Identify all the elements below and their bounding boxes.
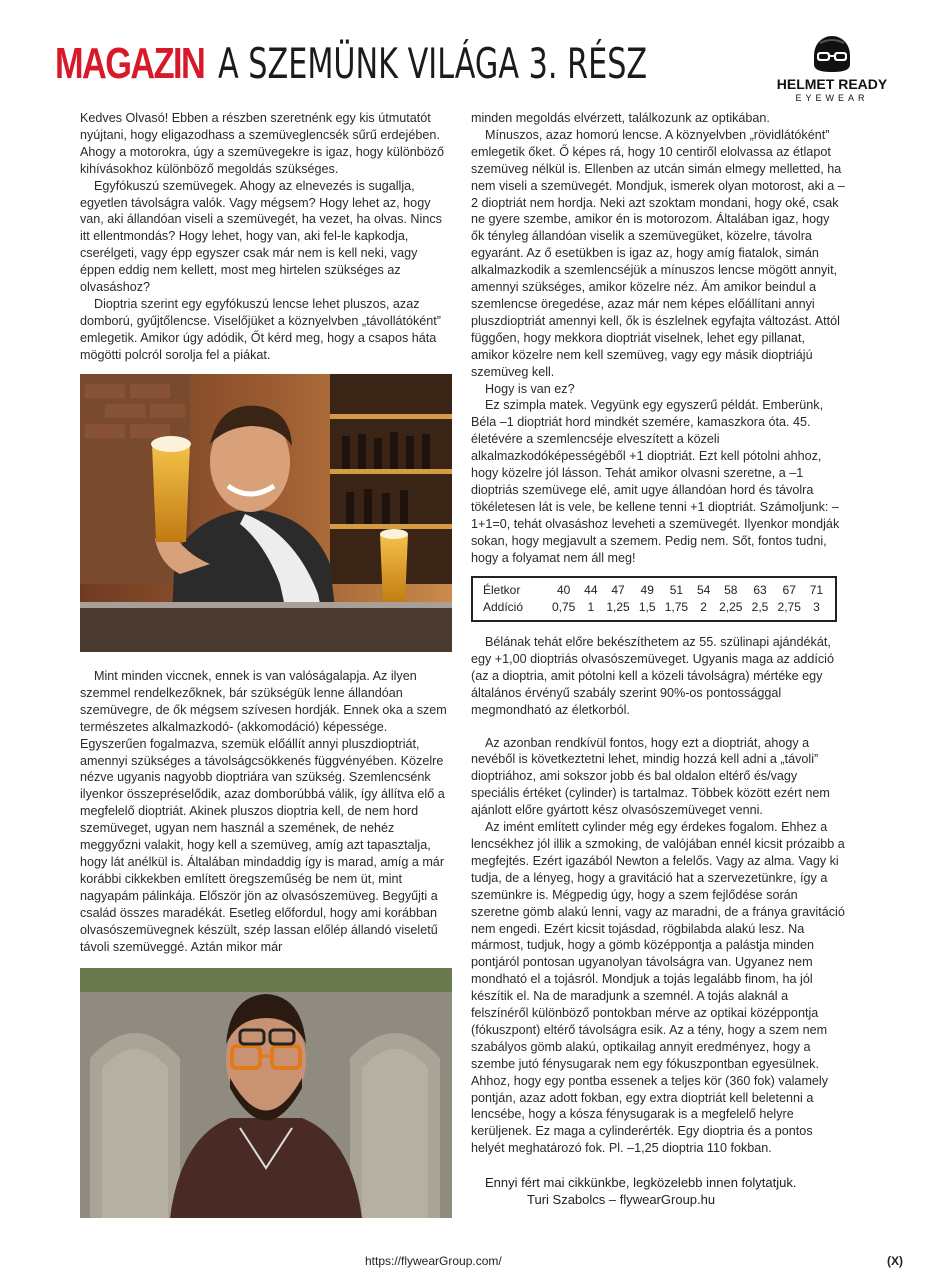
table-cell: 2 bbox=[700, 600, 707, 614]
table-cell: 1 bbox=[587, 600, 595, 614]
page-title: A SZEMÜNK VILÁGA 3. RÉSZ bbox=[218, 39, 648, 88]
table-cell: 44 bbox=[584, 583, 598, 597]
table-cell: 51 bbox=[669, 583, 684, 597]
table-cell: 2,25 bbox=[719, 600, 743, 614]
table-cell: 2,75 bbox=[777, 600, 801, 614]
table-cell: 58 bbox=[724, 583, 738, 597]
table-cell: 1,25 bbox=[606, 600, 630, 614]
table-cell: 0,75 bbox=[551, 600, 576, 614]
closing-block bbox=[485, 1174, 845, 1208]
table-cell: 54 bbox=[696, 583, 711, 597]
paragraph: Hogy is van ez? bbox=[485, 381, 575, 396]
paragraph: Mint minden viccnek, ennek is van valóságalapja. Az ilyen szemmel rendelkezőknek, bár szükségük lenne állandóan szemüvegre, de ők mégsem szívesen hordják. Ennek oka a szem természetes alkalmazkodó- (akkomodáció) képessége. Egyszerűen fogalmazva, szemük előállít annyi pluszdioptriát, amennyi szükséges a távolságcsökkenés függvényében. Közelre nézve ugyanis nagyobb dioptriára van szükség. Szemlencsénk ilyenkor összepréselődik, azaz domborúbbá válik, így állítva elő a megfelelő dioptriát. Akinek pluszos dioptria kell, de nem hord szemüveget, ugyan nem használ a szemének, de nehéz meggyőzni valakit, hogy kell a szemüveg, amíg azt tapasztalja, hogy lát anélkül is. Általában mindaddig így is marad, amíg a már korábbi cikkekben említett öregszeműség be nem üt, mint nagyapám pálinkája. Először jön az olvasószemüveg. Begyűjti a család összes maradékát. Esetleg előfordul, hogy ami korábban olvasószemüvegnek készült, szép lassan előlép állandó viseletű távoli szemüveggé. Aztán mikor már bbox=[80, 669, 447, 954]
paragraph: Dioptria szerint egy egyfókuszú lencse lehet pluszos, azaz domború, gyűjtőlencse. Viselőjüket a köznyelvben „távollátóként” emlegetik. Amikor úgy adódik, Őt kérd meg, hogy a csapos háta mögötti polcról sorolja fel a piákat. bbox=[80, 296, 441, 362]
page-header bbox=[55, 36, 814, 86]
left-column-intro bbox=[80, 110, 454, 364]
table-cell: 1,5 bbox=[638, 600, 656, 614]
paragraph: Kedves Olvasó! Ebben a részben szeretnénk egy kis útmutatót nyújtani, hogy eligazodhass a szemüveglencsék sűrű erdejében. Ahogy a motorokra, úgy a szemüvegekre is igaz, hogy különböző kihívásokhoz különböző megoldás szükséges. bbox=[80, 111, 445, 176]
paragraph: Bélának tehát előre bekészíthetem az 55. szülinapi ajándékát, egy +1,00 dioptriás olvasószemüveget. Ugyanis maga az addíció (az a dioptria, amit pótolni kell a közeli távolságra) mértéke egy általános érvényű szabály szerint 90%-os pontossággal megmondható az életkorból. bbox=[471, 635, 834, 717]
page-number: (X) bbox=[887, 1254, 903, 1268]
paragraph: minden megoldás elvérzett, találkozunk az optikában. bbox=[471, 111, 770, 125]
table-cell: 63 bbox=[753, 583, 767, 597]
paragraph: Ez szimpla matek. Vegyünk egy egyszerű példát. Emberünk, Béla –1 dioptriát hord mindkét szemére, kamaszkora óta. 45. életévére a szemlencséje elveszített a közeli alkalmazkodóképességéből +1 dioptriát. Ezt kell pótolni ahhoz, hogy közelre jól lásson. Tehát amikor olvasni szeretne, a –1 dioptriás szemüvege elé, amit ugye állandóan hord és távolra tökéletesen lát is vele, be kellene tenni +1 dioptriát. Számoljunk: –1+1=0, tehát olvasáshoz leveheti a szemüvegét. Ilyenkor mondják sokan, hogy megjavult a szemem. Pedig nem. Sőt, fontos tudni, hogy a folyamat nem áll meg! bbox=[471, 398, 840, 565]
addition-table bbox=[471, 576, 837, 622]
paragraph: Az imént említett cylinder még egy érdekes fogalom. Ehhez a lencsékhez jól illik a szmoking, de valójában ennél kicsit prózaibb a megfejtés. Ezért igazából Newton a felelős. Vagy az alma. Vagy ki tudja, de a lényeg, hogy a gravitáció hat a szervezetünkre, így a szemünkre is. Mégpedig úgy, hogy a szem fejlődése során szeretne gömb alakú lenni, vagy az maradni, de a fránya gravitáció nem engedi. Ezért kicsit tojásdad, rögbilabda alakú lesz. Na mármost, tudjuk, hogy a gömb középpontja a palástja minden pontjáról pontosan ugyanolyan távolságra van. Ugyanez nem mondható el a tojásról. Mondjuk a tojás legalább finom, ha jól készítik el. Na de maradjunk a szemnél. A tojás alaknál a felszínéről különböző pontokban mérve az optikai középpontja (fókuszpont) eltérő távolságra esik. Az a tény, hogy a szem nem szabályos gömb alakú, optikailag annyit eredményez, hogy a szembe jutó fénysugarak nem egy fókuszpontban egyesülnek. Ahhoz, hogy egy pontba essenek a teljes kör (360 fok) valamely pontján, azaz adott fokban, egy extra dioptriát kell beletenni a lencsébe, hogy a kósza fénysugarak is a megfelelő helyre kerüljenek. Ez maga a cylinderérték. Egy dioptria és a pontos helyét meghatározó fok. Pl. –1,25 dioptria 110 fokban. bbox=[471, 820, 845, 1156]
paragraph: Egyfókuszú szemüvegek. Ahogy az elnevezés is sugallja, egyetlen távolságra valók. Vagy mégsem? Hogy lehet az, hogy van, aki állandóan viseli a szemüvegét, ha vezet, ha olvas. Nincs itt ellentmondás? Hogy lehet, hogy van, aki fel-le kapkodja, cserélgeti, vagy épp egyszer csak már nem is kell neki, vagy éppen eddig nem kellett, most meg hirtelen szükséges az olvasáshoz? bbox=[80, 178, 442, 295]
closing-text: Ennyi fért mai cikkünkbe, legközelebb innen folytatjuk. bbox=[485, 1175, 797, 1190]
logo-brand-text: HELMET READY bbox=[776, 76, 888, 92]
table-row bbox=[481, 599, 827, 616]
table-cell: 3 bbox=[813, 600, 820, 614]
footer-url[interactable]: https://flywearGroup.com/ bbox=[365, 1254, 502, 1268]
table-cell: 49 bbox=[640, 583, 654, 597]
paragraph: Mínuszos, azaz homorú lencse. A köznyelvben „rövidlátóként” emlegetik őket. Ő képes rá, hogy 10 centiről elolvassa az étlapot szemüveg nélkül is. Ellenben az utcán simán elmegy melletted, ha nem viseli a szemüvegét. Mondjuk, ismerek olyan motorost, aki a –2 dioptriát nem hordja. Neki azt szoktam mondani, hogy oké, csak ne gyere szembe, amikor én is motorozom. Általában igaz, hogy ők tényleg állandóan viselik a szemüvegüket, közelre, távolra egyaránt. Az ő esetükben is igaz az, hogy amíg fiatalok, simán alkalmazkodik a szemlencséjük a mínuszos lencse mögött annyit, amennyi szükséges, amikor közelre néz. Ám amikor beindul a szemlencse öregedése, azaz már nem képes előállítani annyi pluszdioptriát amennyi kell, ők is észlelnek egyfajta változást. Attól függően, hogy mekkora dioptriát viselnek, lehet egy pillanat, amikor közelre nem kell szemüveg, vagy egy másik dioptriájú szemüveg kell. bbox=[471, 127, 845, 379]
table-row-label: Addíció bbox=[483, 600, 524, 614]
paragraph: Az azonban rendkívül fontos, hogy ezt a dioptriát, ahogy a nevéből is következtetni lehet, mindig hozzá kell adni a „távoli” dioptriához, ami sokszor jobb és bal oldalon eltérő és/vagy speciális értéket (cylinder) is tartalmaz. Többek között ezért nem ajánlott előre gyártott kész olvasószemüveget venni. bbox=[471, 735, 830, 818]
table-cell: 47 bbox=[611, 583, 625, 597]
bartender-photo bbox=[80, 374, 452, 652]
table-cell: 2,5 bbox=[751, 600, 769, 614]
section-label: MAGAZIN bbox=[55, 39, 205, 88]
right-column-top bbox=[471, 110, 845, 566]
left-column-middle bbox=[80, 668, 454, 955]
table-cell: 40 bbox=[556, 583, 571, 597]
glasses-man-photo bbox=[80, 968, 452, 1218]
author-line: Turi Szabolcs – flywearGroup.hu bbox=[527, 1192, 716, 1207]
table-row-label: Életkor bbox=[483, 583, 521, 597]
brand-logo bbox=[768, 34, 896, 103]
table-cell: 67 bbox=[782, 583, 796, 597]
table-row bbox=[481, 582, 827, 599]
table-cell: 1,75 bbox=[664, 600, 689, 614]
helmet-glasses-icon bbox=[810, 34, 854, 74]
right-column-bottom bbox=[471, 634, 845, 1157]
table-cell: 71 bbox=[809, 583, 824, 597]
logo-sub-text: EYEWEAR bbox=[795, 93, 869, 103]
